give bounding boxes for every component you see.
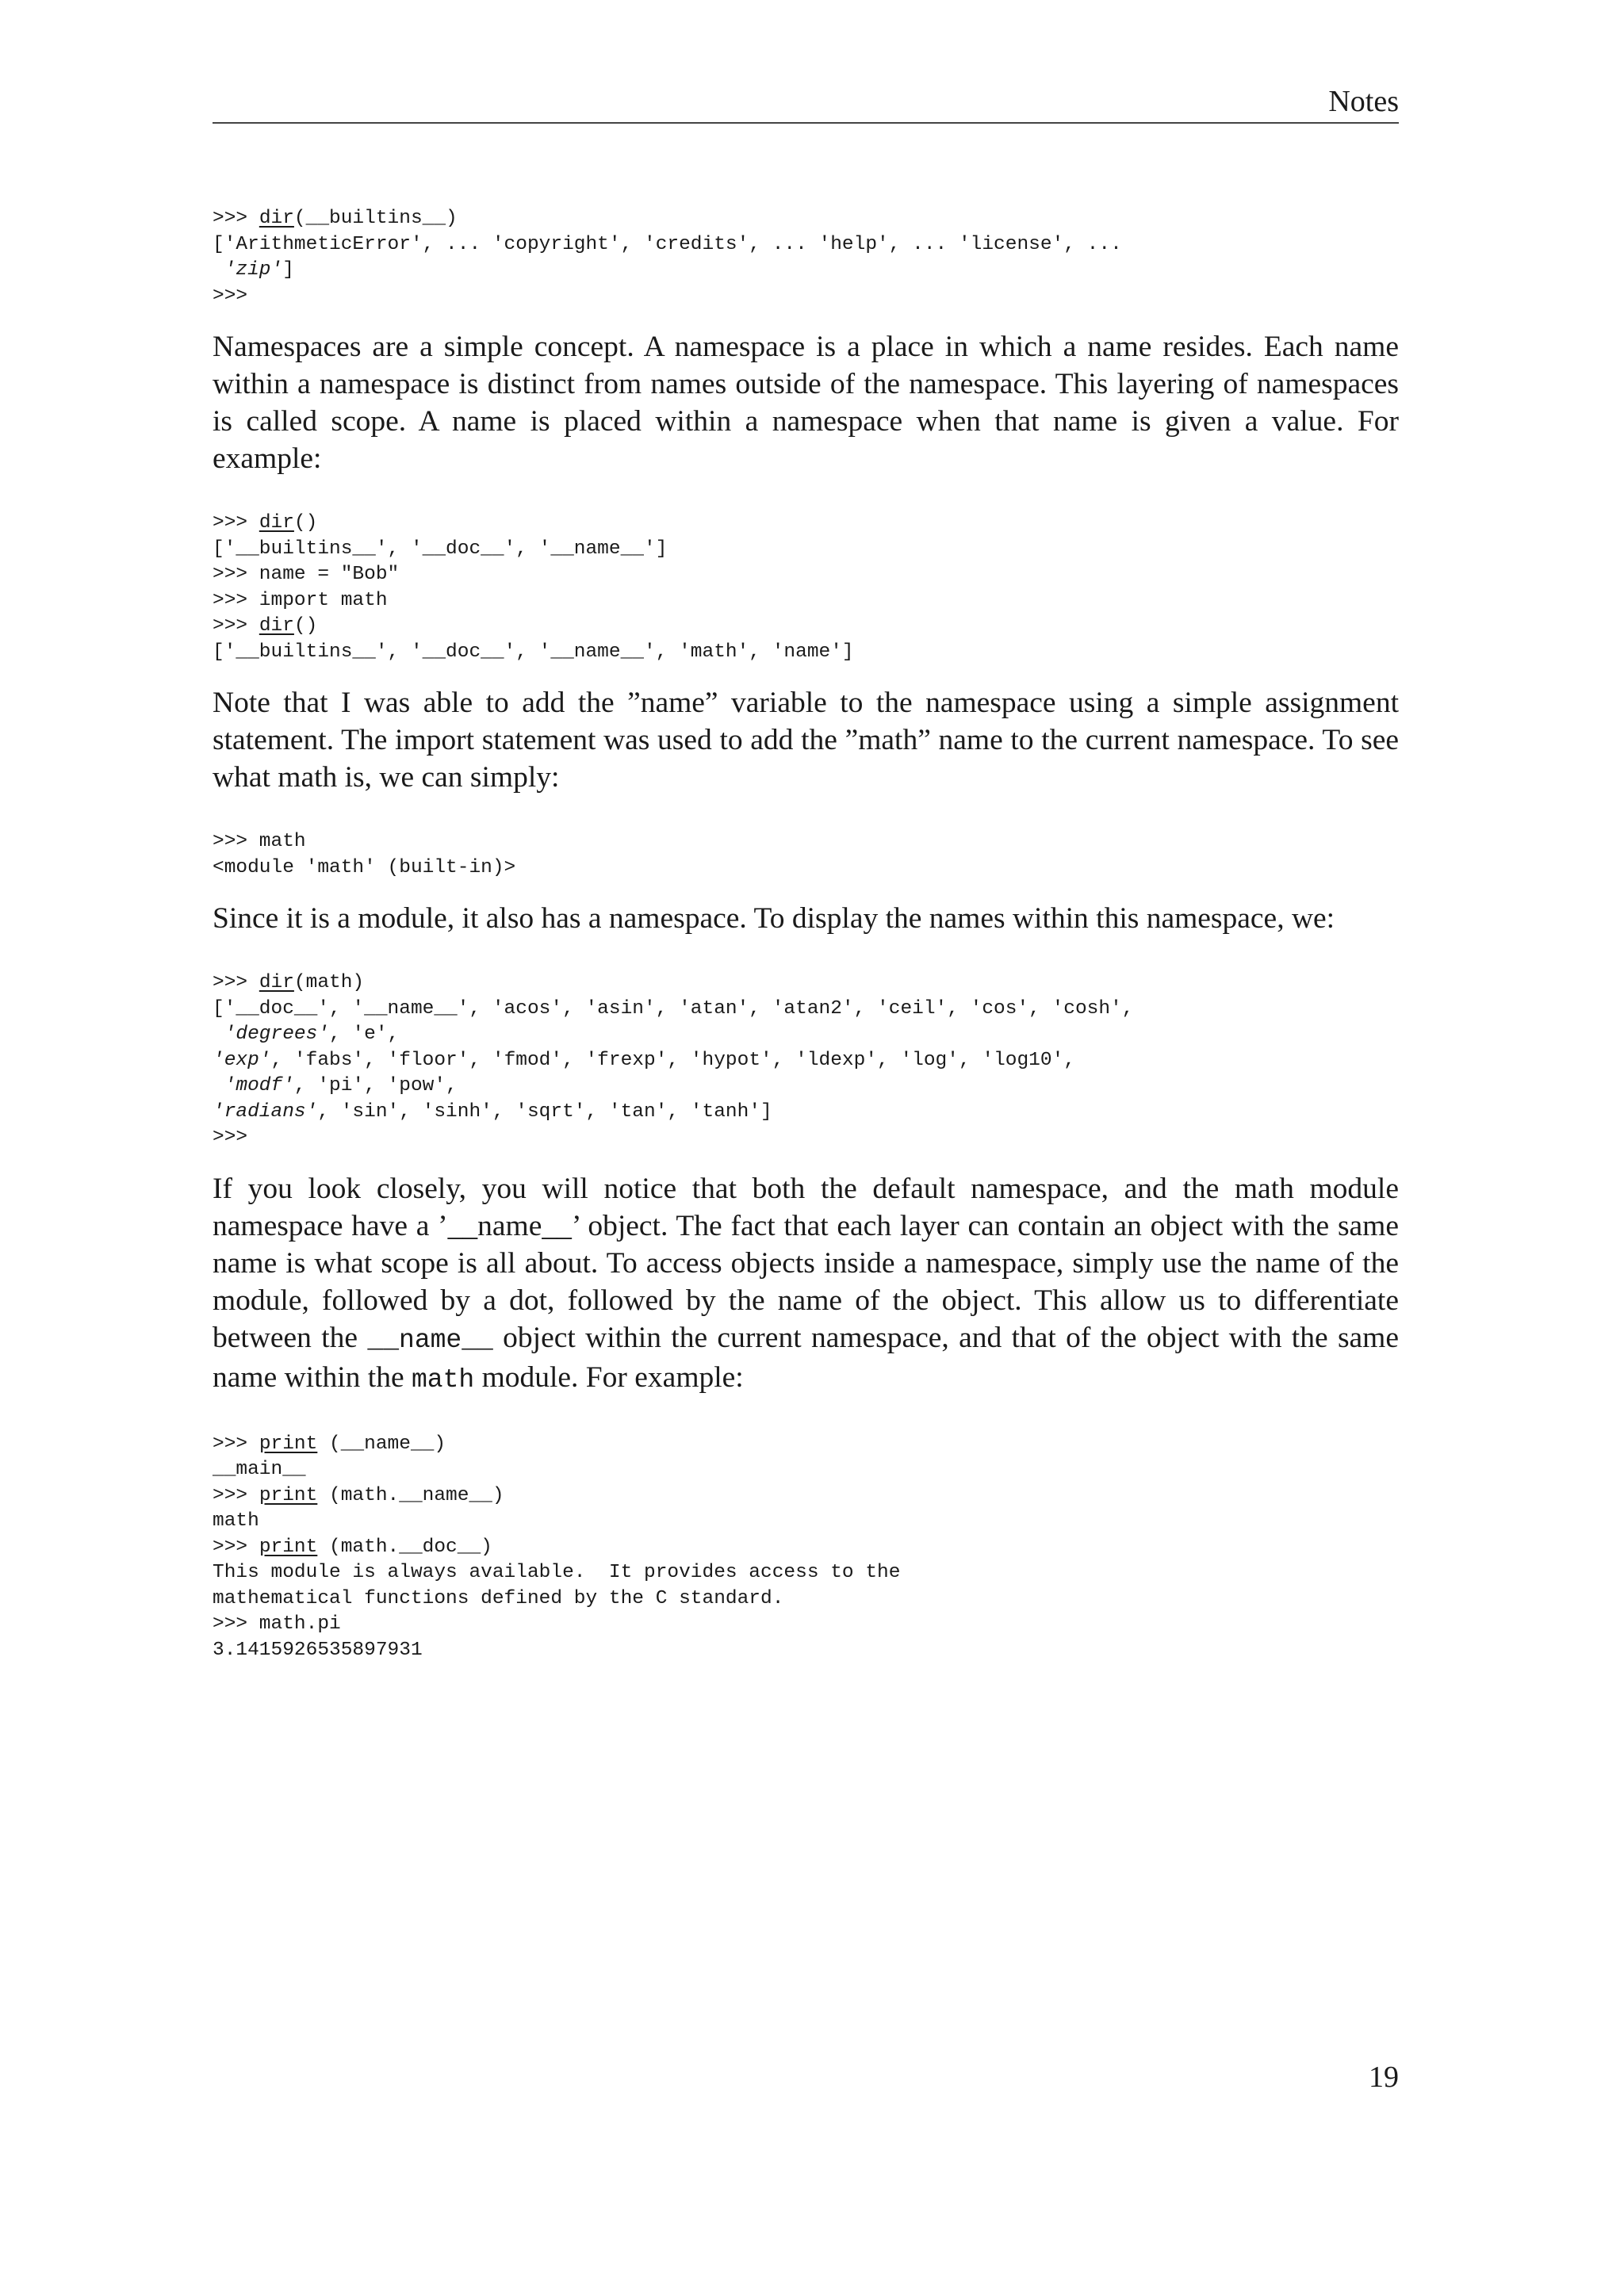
code-line xyxy=(213,537,1399,563)
paragraph-namespaces-intro xyxy=(213,328,1399,477)
code-segment: (__name__) xyxy=(317,1433,446,1455)
code-italic-token: 'modf' xyxy=(224,1075,294,1096)
code-builtin-call: print xyxy=(259,1536,318,1558)
code-line xyxy=(213,588,1399,614)
page-content xyxy=(213,206,1399,1663)
code-segment: , 'fabs', 'floor', 'fmod', 'frexp', 'hypot', 'ldexp', 'log', 'log10', xyxy=(270,1049,1075,1071)
code-segment: , 'sin', 'sinh', 'sqrt', 'tan', 'tanh'] xyxy=(317,1100,772,1123)
code-builtin-call: dir xyxy=(259,972,294,993)
code-segment: ['__builtins__', '__doc__', '__name__'] xyxy=(213,538,668,560)
code-italic-token: 'radians' xyxy=(213,1100,318,1123)
inline-code: __name__ xyxy=(367,1325,493,1355)
code-line xyxy=(213,855,1399,882)
code-block-dir-math xyxy=(213,970,1399,1151)
paragraph-text: Namespaces are a simple concept. A namespace is a place in which a name resides. Each name within a namespace is distinct from names outside of the namespace. This layering of namespaces is called scope. A name is placed within a namespace when that name is given a value. For example: xyxy=(213,331,1399,475)
code-line xyxy=(213,829,1399,855)
code-line xyxy=(213,562,1399,588)
code-segment: >>> xyxy=(213,1127,248,1148)
code-line xyxy=(213,1125,1399,1151)
code-segment xyxy=(213,1024,224,1045)
paragraph-scope-explanation xyxy=(213,1170,1399,1399)
code-block-builtins xyxy=(213,206,1399,309)
code-segment: >>> xyxy=(213,972,259,993)
paragraph-module-namespace xyxy=(213,900,1399,937)
code-block-math-module xyxy=(213,829,1399,881)
code-segment: (math) xyxy=(293,972,365,993)
header-title: Notes xyxy=(1328,85,1399,118)
code-italic-token: 'exp' xyxy=(213,1049,271,1071)
code-builtin-call: dir xyxy=(259,208,294,229)
code-segment: >>> import math xyxy=(213,589,388,611)
code-line xyxy=(213,1586,1399,1613)
code-segment xyxy=(213,1075,224,1096)
paragraph-text: Since it is a module, it also has a namespace. To display the names within this namespace, we: xyxy=(213,902,1335,935)
code-segment: >>> xyxy=(213,1484,259,1506)
code-line xyxy=(213,511,1399,537)
code-line xyxy=(213,1100,1399,1126)
code-segment: mathematical functions defined by the C standard. xyxy=(213,1587,784,1609)
code-line xyxy=(213,614,1399,640)
code-line xyxy=(213,232,1399,258)
code-segment: , 'e', xyxy=(329,1024,400,1045)
code-segment: >>> math xyxy=(213,831,306,852)
code-segment: >>> xyxy=(213,1433,259,1455)
code-line xyxy=(213,1560,1399,1586)
code-segment: , 'pi', 'pow', xyxy=(293,1075,458,1096)
code-line xyxy=(213,1483,1399,1510)
code-segment: (__builtins__) xyxy=(293,208,458,229)
code-segment: >>> xyxy=(213,285,248,307)
code-builtin-call: dir xyxy=(259,615,294,637)
code-segment: <module 'math' (built-in)> xyxy=(213,856,516,878)
paragraph-text: Note that I was able to add the ”name” variable to the namespace using a simple assignment statement. The import statement was used to add the ”math” name to the current namespace. To see what math is, we can simply: xyxy=(213,687,1399,794)
code-block-dir-empty xyxy=(213,511,1399,665)
code-segment: ['ArithmeticError', ... 'copyright', 'credits', ... 'help', ... 'license', ... xyxy=(213,233,1122,255)
paragraph-text: module. For example: xyxy=(474,1360,744,1394)
paragraph-text: object within the current namespace, and that of the object with the same name within the xyxy=(213,1321,1399,1394)
code-segment: (math.__name__) xyxy=(317,1484,504,1506)
code-segment xyxy=(213,259,224,281)
code-segment: >>> math.pi xyxy=(213,1613,341,1635)
code-line xyxy=(213,1432,1399,1458)
code-italic-token: 'zip' xyxy=(224,259,283,281)
code-block-print-examples xyxy=(213,1432,1399,1664)
code-line xyxy=(213,1457,1399,1483)
code-line xyxy=(213,1073,1399,1100)
code-line xyxy=(213,1535,1399,1561)
code-segment: () xyxy=(293,615,318,637)
code-segment: () xyxy=(293,512,318,534)
code-line xyxy=(213,1048,1399,1074)
code-italic-token: 'degrees' xyxy=(224,1024,330,1045)
code-segment: >>> xyxy=(213,208,259,229)
code-segment: This module is always available. It provides access to the xyxy=(213,1562,901,1583)
code-line xyxy=(213,1509,1399,1535)
paragraph-text: If you look closely, you will notice that both the default namespace, and the math module namespace have a ’__name__’ object. The fact that each layer can contain an object with the same name is what scope is all about. To access objects inside a namespace, simply use the name of the module, followed by a dot, followed by the name of the object. This allow us to differentiate between the xyxy=(213,1172,1399,1354)
code-segment: (math.__doc__) xyxy=(317,1536,492,1558)
code-line xyxy=(213,970,1399,997)
code-line xyxy=(213,258,1399,284)
page-number: 19 xyxy=(1369,2061,1399,2094)
code-line xyxy=(213,1612,1399,1638)
code-segment: ['__doc__', '__name__', 'acos', 'asin', 'atan', 'atan2', 'ceil', 'cos', 'cosh', xyxy=(213,997,1134,1020)
inline-code: math xyxy=(411,1364,475,1395)
code-segment: 3.1415926535897931 xyxy=(213,1639,423,1661)
code-builtin-call: print xyxy=(259,1484,318,1506)
code-builtin-call: print xyxy=(259,1433,318,1455)
code-line xyxy=(213,206,1399,232)
code-line xyxy=(213,997,1399,1023)
code-segment: ['__builtins__', '__doc__', '__name__', 'math', 'name'] xyxy=(213,641,854,663)
paragraph-assignment-note xyxy=(213,684,1399,796)
code-builtin-call: dir xyxy=(259,512,294,534)
code-segment: __main__ xyxy=(213,1459,306,1480)
code-line xyxy=(213,1022,1399,1048)
code-segment: >>> xyxy=(213,512,259,534)
code-segment: >>> name = "Bob" xyxy=(213,564,400,585)
code-segment: >>> xyxy=(213,1536,259,1558)
code-segment: ] xyxy=(282,259,294,281)
code-segment: >>> xyxy=(213,615,259,637)
code-line xyxy=(213,640,1399,666)
running-header xyxy=(213,82,1399,124)
code-line xyxy=(213,284,1399,310)
code-line xyxy=(213,1638,1399,1664)
code-segment: math xyxy=(213,1510,259,1532)
